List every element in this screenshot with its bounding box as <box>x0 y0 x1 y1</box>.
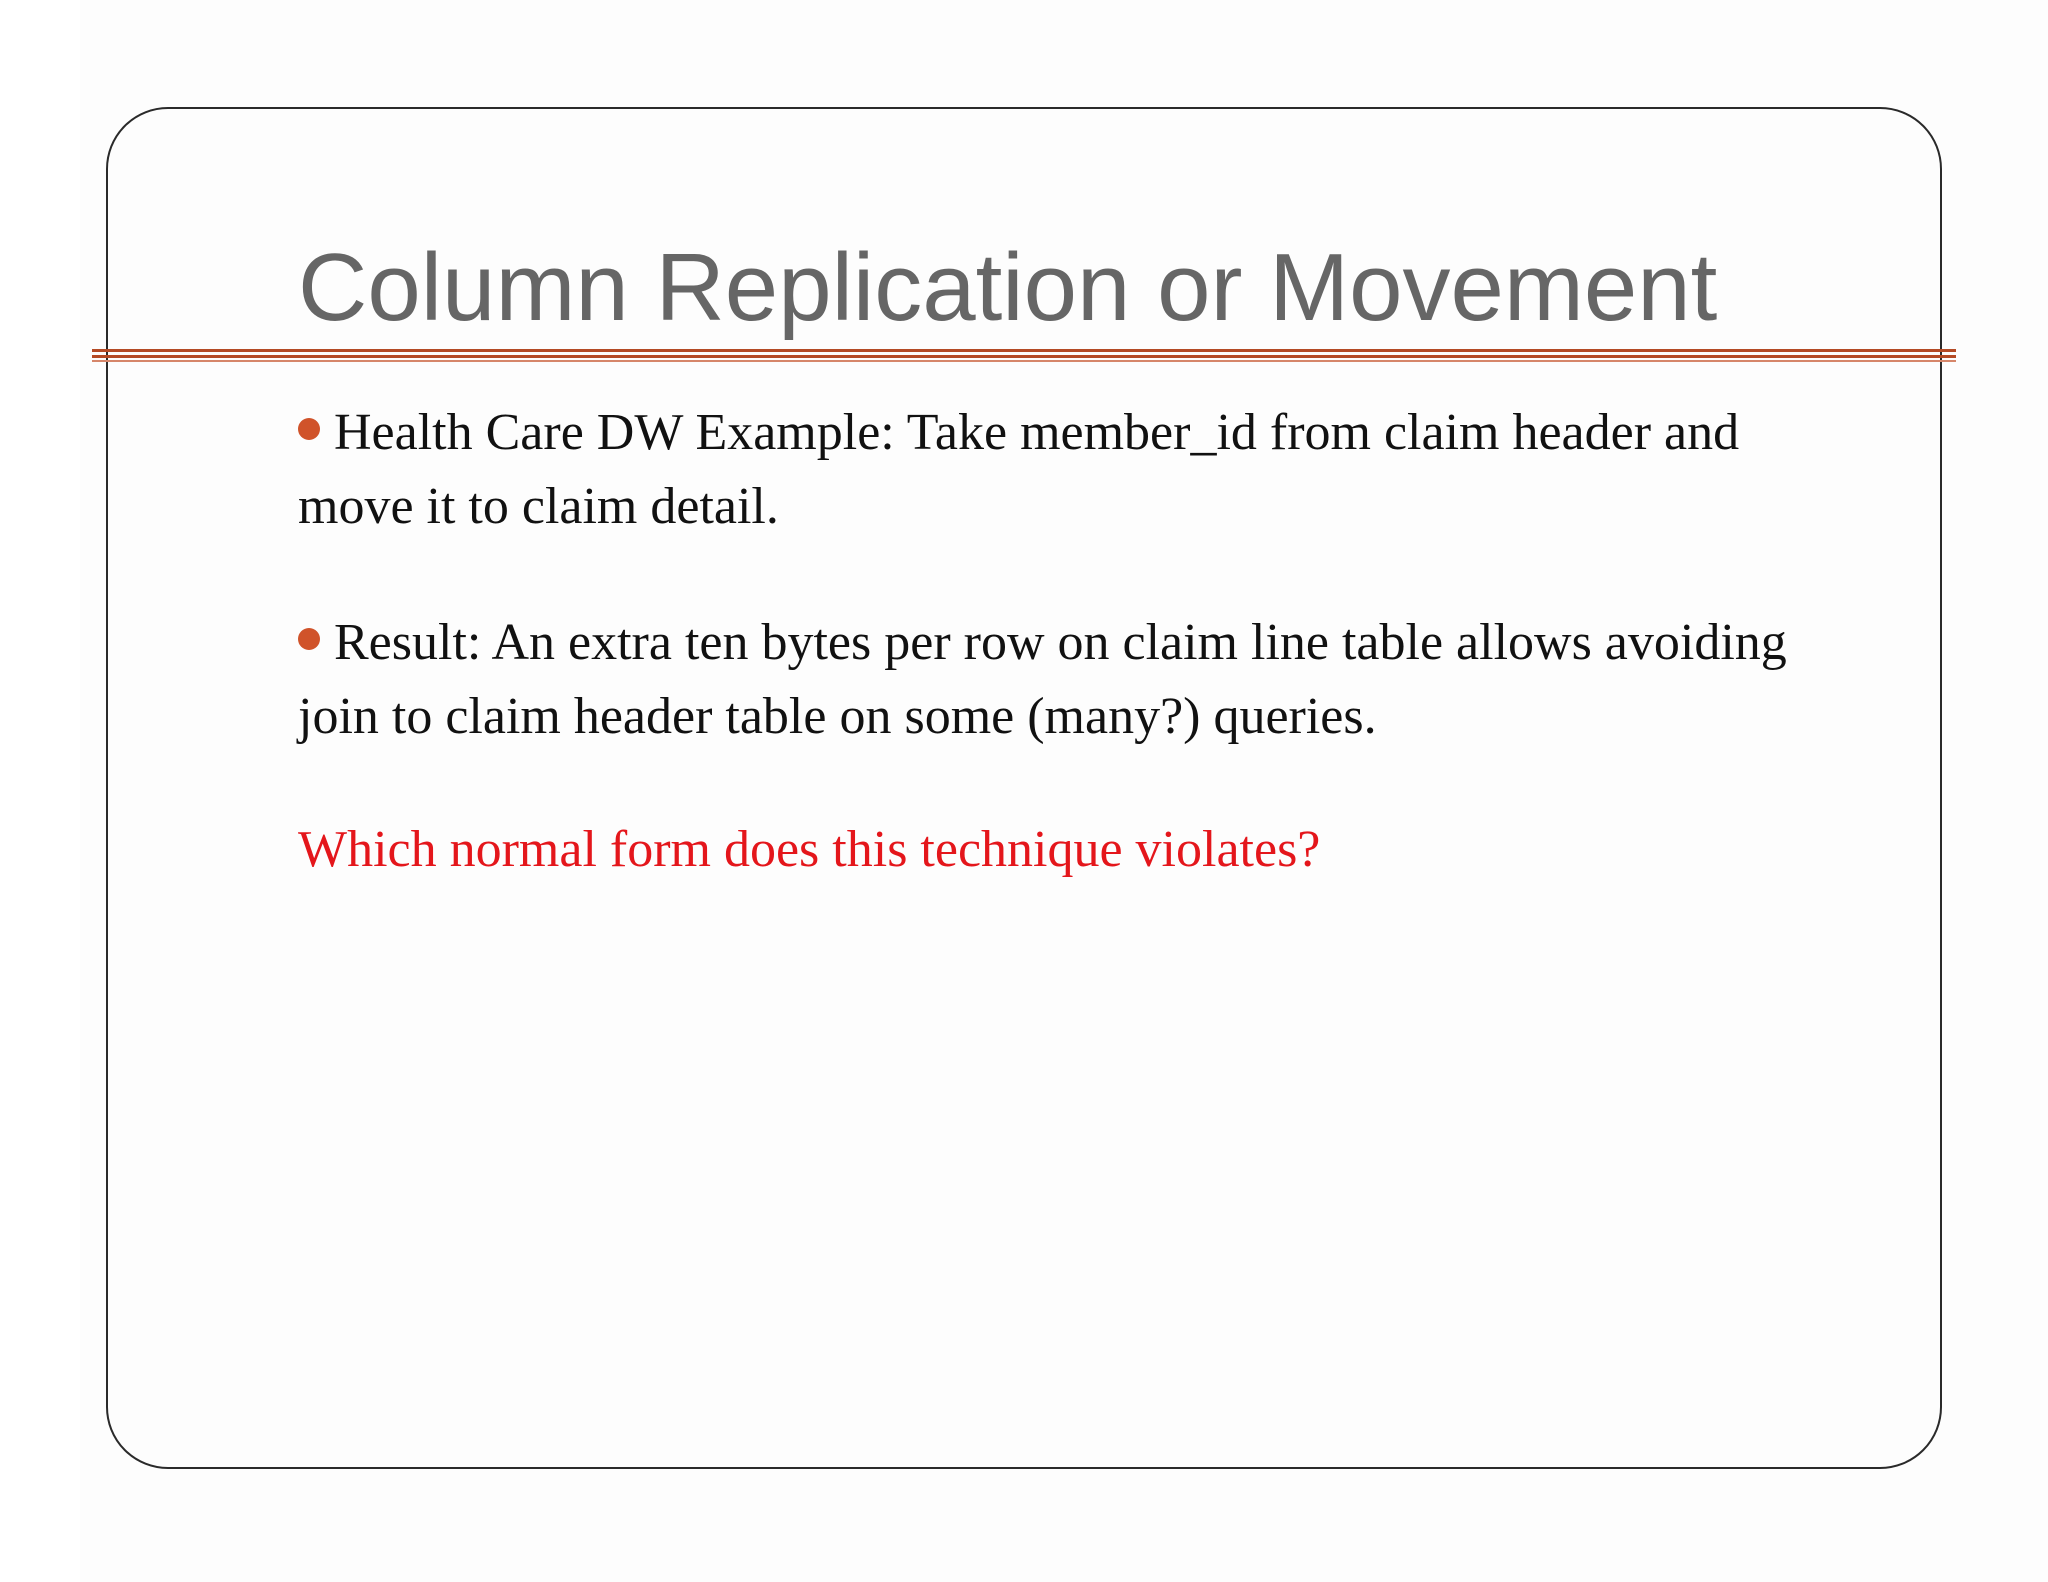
slide-title: Column Replication or Movement <box>298 234 1718 341</box>
title-rule-line <box>92 349 1956 352</box>
bullet-dot-icon <box>298 418 320 440</box>
title-rule-line <box>92 360 1956 362</box>
bullet-text: Result: An extra ten bytes per row on claim line table allows avoiding join to claim header table on some (many?) queries. <box>298 614 1787 745</box>
bullet-dot-icon <box>298 628 320 650</box>
question-text: Which normal form does this technique violates? <box>298 821 1321 878</box>
bullet-item <box>298 396 1838 544</box>
bullet-item <box>298 606 1838 754</box>
title-rule-line <box>92 355 1956 358</box>
bullet-text: Health Care DW Example: Take member_id from claim header and move it to claim detail. <box>298 404 1740 535</box>
title-rule <box>92 349 1956 364</box>
